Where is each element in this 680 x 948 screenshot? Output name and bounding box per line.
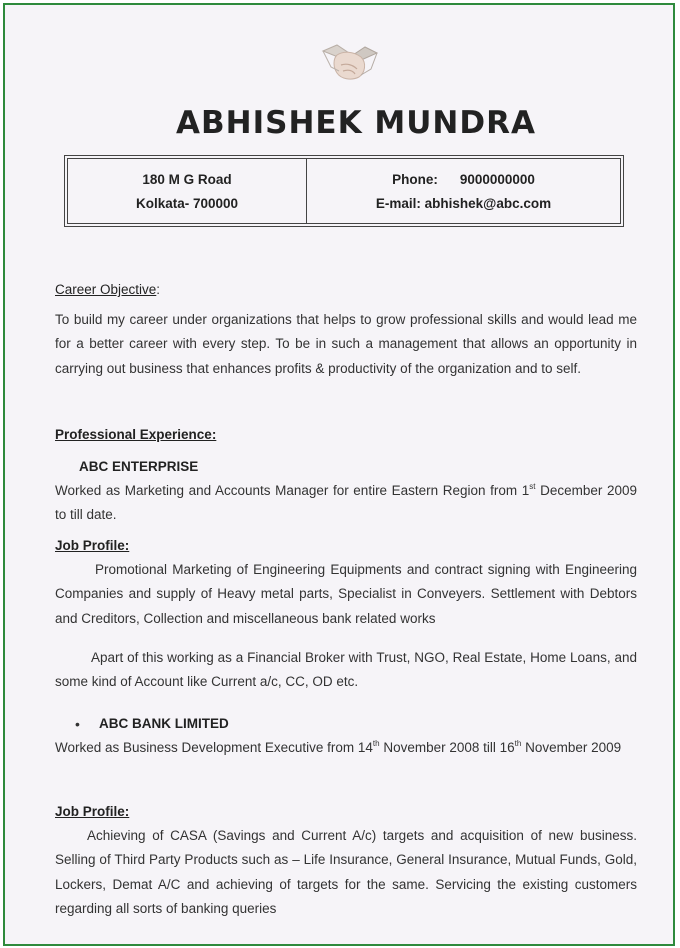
experience-section (55, 423, 637, 447)
address-line1: 180 M G Road (142, 172, 232, 187)
experience-heading: Professional Experience: (55, 427, 217, 442)
job2-role-post: November 2009 (521, 740, 622, 755)
job2-bullet-row (55, 712, 637, 736)
job1-profile-heading: Job Profile: (55, 538, 130, 553)
job2-company: ABC BANK LIMITED (99, 716, 229, 731)
job1-profile-heading-row (55, 534, 637, 558)
job2-role-sup1: th (372, 739, 380, 748)
job2-bullet: • (75, 716, 80, 732)
phone-value: 9000000000 (459, 172, 535, 187)
job2-role (55, 736, 637, 760)
job1-role-pre: Worked as Marketing and Accounts Manager for entire Eastern Region from 1 (55, 483, 530, 498)
email-line: E-mail: abhishek@abc.com (375, 196, 552, 211)
address-block (68, 159, 307, 223)
career-objective-heading-row (55, 278, 637, 302)
address-line2: Kolkata- 700000 (135, 196, 239, 211)
phone-row (392, 168, 535, 192)
phone-label: Phone: (392, 172, 438, 187)
career-objective-colon: : (156, 282, 161, 297)
career-objective-text: To build my career under organizations that helps to grow professional skills and would lead me for a better career with every step. To be in such a management that allows an opportunity in carrying out business that enhances profits & productivity of the organization and to self. (55, 312, 637, 376)
job1-role (55, 479, 637, 528)
job1-role-post: December 2009 to till date. (55, 483, 637, 523)
job1-profile-p2: Apart of this working as a Financial Broker with Trust, NGO, Real Estate, Home Loans, and some kind of Account like Current a/c, CC, OD etc. (55, 650, 637, 690)
job2-company-row (55, 712, 637, 736)
job2-role-sup2: th (514, 739, 522, 748)
career-objective-heading: Career Objective (55, 282, 157, 297)
contact-box (67, 158, 621, 224)
job1-role-sup: st (529, 482, 536, 491)
handshake-icon (319, 41, 381, 85)
job2-role-pre: Worked as Business Development Executive from 14 (55, 740, 373, 755)
job2-profile-heading: Job Profile: (55, 804, 130, 819)
job2-role-mid: November 2008 till 16 (379, 740, 515, 755)
contact-details (307, 159, 620, 223)
job2-profile-p1: Achieving of CASA (Savings and Current A/c) targets and acquisition of new business. Selling of Third Party Products such as – Life Insurance, General Insurance, Mutual Funds, Gold, Lockers, Demat A/C and achieving of targets for the same. Servicing the existing customers regarding all sorts of banking queries (55, 828, 637, 916)
job1-company: ABC ENTERPRISE (79, 459, 199, 474)
resume-page (3, 3, 675, 946)
candidate-name: ABHISHEK MUNDRA (176, 105, 536, 141)
job2-profile-heading-row (55, 800, 637, 824)
job1-company-row (55, 455, 637, 479)
job1-profile-p1: Promotional Marketing of Engineering Equipments and contract signing with Engineering Companies and supply of Heavy metal parts, Specialist in Conveyers. Settlement with Debtors and Creditors, Collection and miscellaneous bank related works (55, 562, 637, 626)
